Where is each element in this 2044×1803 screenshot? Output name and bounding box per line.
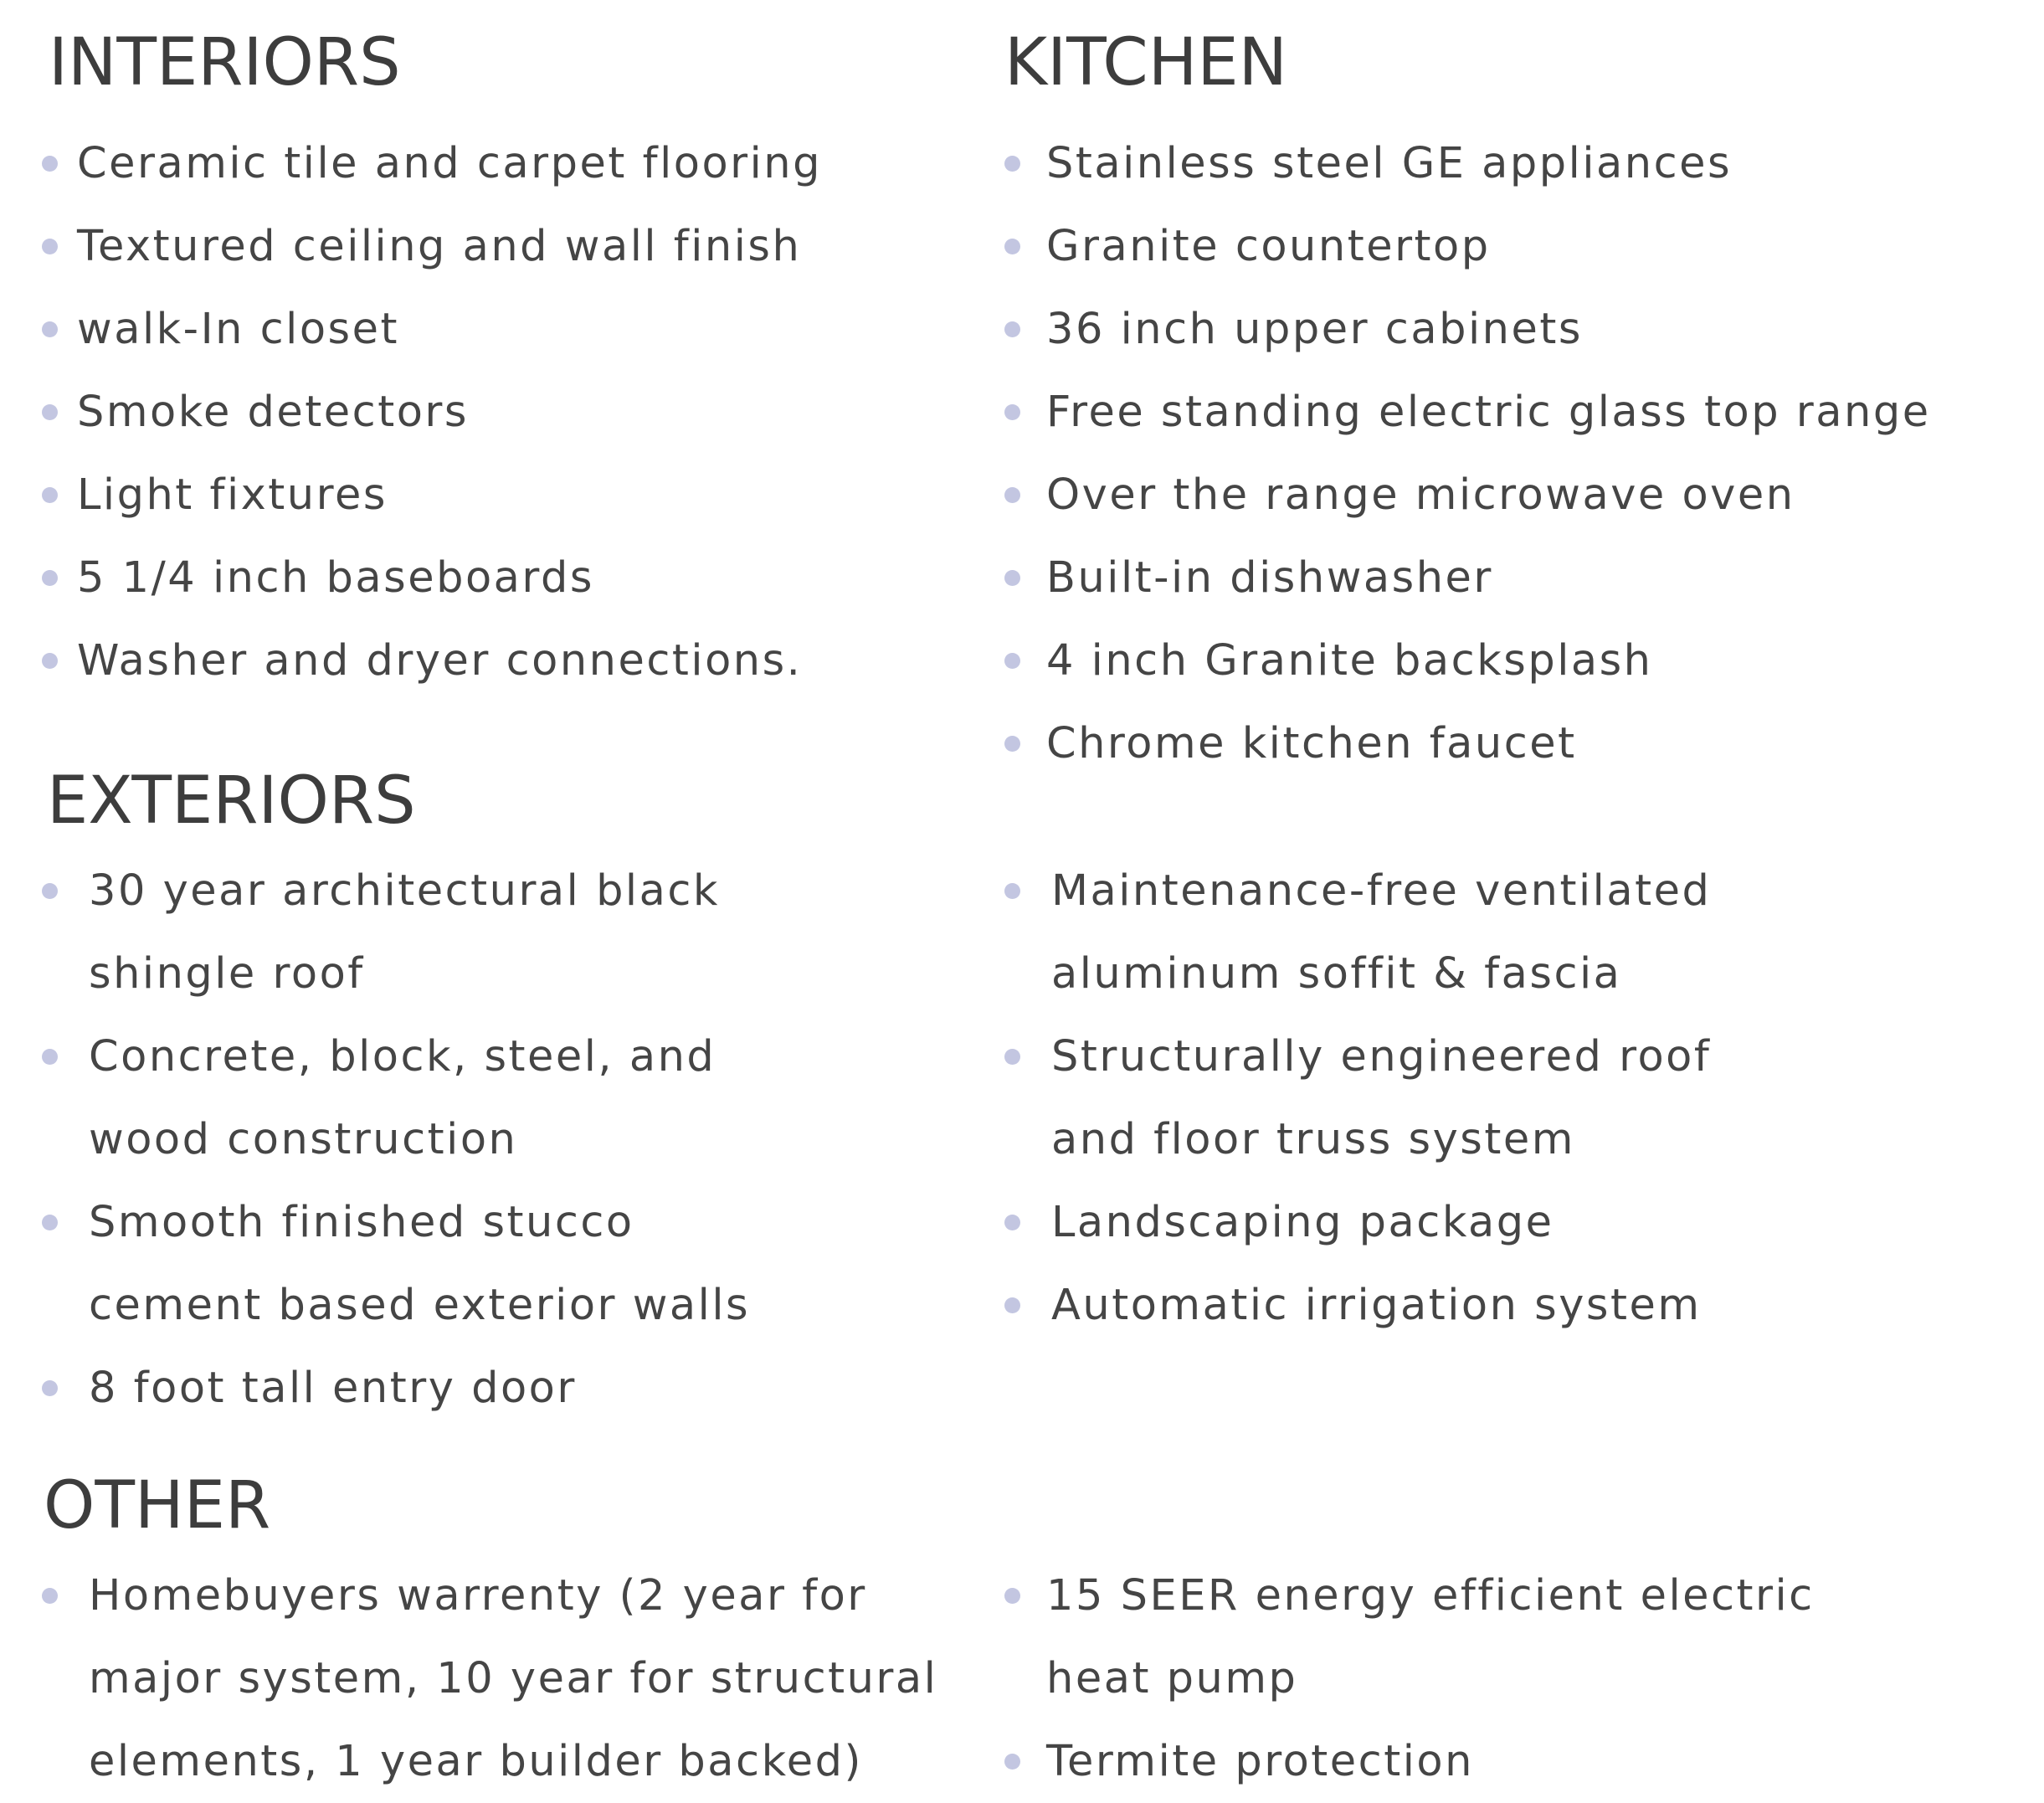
bullet-dot-icon: [42, 1049, 58, 1065]
exteriors-heading: EXTERIORS: [47, 763, 416, 839]
list-item: 30 year architectural black shingle roof: [42, 850, 750, 1015]
bullet-dot-icon: [42, 156, 58, 172]
list-item: 36 inch upper cabinets: [1004, 288, 1931, 371]
other-left-list: [42, 1554, 937, 1803]
bullet-dot-icon: [42, 321, 58, 337]
bullet-dot-icon: [1004, 1049, 1020, 1065]
list-item: Over the range microwave oven: [1004, 454, 1931, 537]
list-item: Washer and dryer connections.: [42, 619, 822, 702]
bullet-dot-icon: [1004, 1215, 1020, 1230]
bullet-dot-icon: [1004, 736, 1020, 752]
bullet-dot-icon: [1004, 404, 1020, 420]
interiors-list: [42, 122, 822, 702]
bullet-dot-icon: [42, 239, 58, 254]
bullet-dot-icon: [1004, 239, 1020, 254]
list-item: Light fixtures: [42, 454, 822, 537]
list-item: Granite countertop: [1004, 205, 1931, 288]
list-item: 15 SEER energy efficient electric heat pump: [1004, 1554, 1815, 1720]
bullet-dot-icon: [42, 653, 58, 669]
bullet-dot-icon: [42, 570, 58, 586]
list-item: Homebuyers warrenty (2 year for major system, 10 year for structural elements, 1 year builder backed): [42, 1554, 937, 1803]
list-item: 8 foot tall entry door: [42, 1347, 750, 1430]
bullet-dot-icon: [1004, 570, 1020, 586]
list-item: Chrome kitchen faucet: [1004, 702, 1931, 785]
bullet-dot-icon: [42, 883, 58, 899]
other-right-list: [1004, 1554, 1815, 1803]
list-item: Smoke detectors: [42, 371, 822, 454]
list-item: Textured ceiling and wall finish: [42, 205, 822, 288]
other-heading: OTHER: [44, 1468, 271, 1544]
list-item: walk-In closet: [42, 288, 822, 371]
list-item: Free standing electric glass top range: [1004, 371, 1931, 454]
kitchen-list: [1004, 122, 1931, 785]
interiors-heading: INTERIORS: [49, 25, 401, 100]
list-item: Ceramic tile and carpet flooring: [42, 122, 822, 205]
list-item: 5 1/4 inch baseboards: [42, 537, 822, 619]
bullet-dot-icon: [1004, 883, 1020, 899]
kitchen-heading: KITCHEN: [1004, 25, 1287, 100]
bullet-dot-icon: [1004, 487, 1020, 503]
exteriors-right-list: [1004, 850, 1711, 1347]
bullet-dot-icon: [1004, 1588, 1020, 1604]
list-item: Automatic irrigation system: [1004, 1264, 1711, 1347]
list-item: Maintenance-free ventilated aluminum soffit & fascia: [1004, 850, 1711, 1015]
bullet-dot-icon: [1004, 321, 1020, 337]
bullet-dot-icon: [42, 404, 58, 420]
bullet-dot-icon: [1004, 1754, 1020, 1770]
bullet-dot-icon: [42, 1588, 58, 1604]
list-item: Concrete, block, steel, and wood construction: [42, 1015, 750, 1181]
bullet-dot-icon: [1004, 653, 1020, 669]
bullet-dot-icon: [42, 1380, 58, 1396]
list-item: Stainless steel GE appliances: [1004, 122, 1931, 205]
list-item: Termite protection: [1004, 1720, 1815, 1803]
exteriors-left-list: [42, 850, 750, 1430]
bullet-dot-icon: [42, 1215, 58, 1230]
bullet-dot-icon: [42, 487, 58, 503]
bullet-dot-icon: [1004, 156, 1020, 172]
list-item: Built-in dishwasher: [1004, 537, 1931, 619]
list-item: Landscaping package: [1004, 1181, 1711, 1264]
bullet-dot-icon: [1004, 1297, 1020, 1313]
list-item: Structurally engineered roof and floor truss system: [1004, 1015, 1711, 1181]
list-item: 4 inch Granite backsplash: [1004, 619, 1931, 702]
list-item: Smooth finished stucco cement based exterior walls: [42, 1181, 750, 1347]
